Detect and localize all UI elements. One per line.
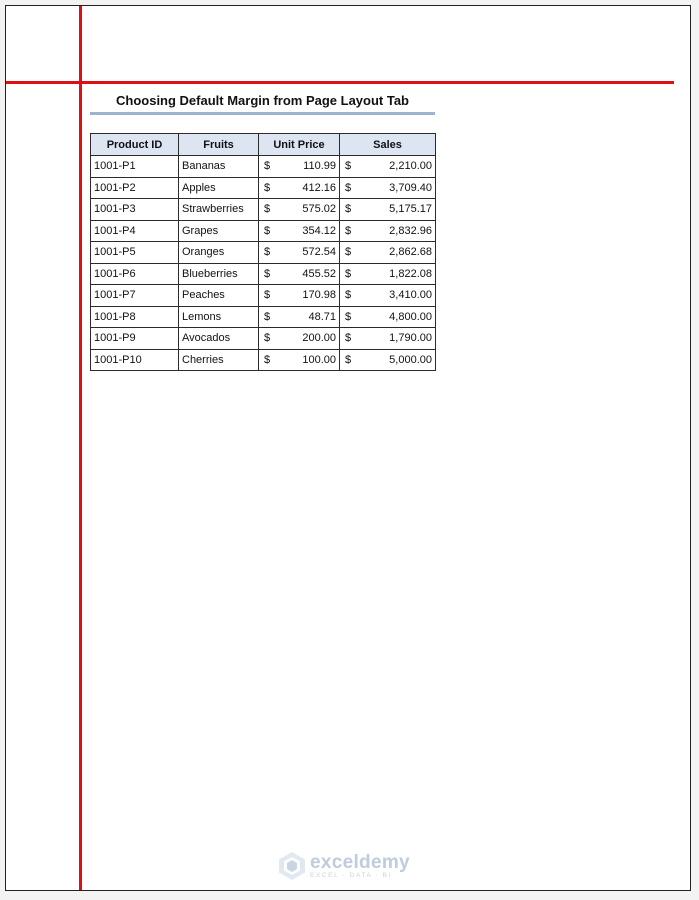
currency-symbol: $ [264,246,271,259]
table-row [91,349,436,371]
currency-symbol: $ [264,160,271,173]
cell-sales[interactable] [340,220,436,242]
header-unit-price: Unit Price [259,134,340,156]
unit-price-value: 48.71 [308,310,336,323]
unit-price-value: 455.52 [302,267,336,280]
unit-price-value: 412.16 [302,181,336,194]
cell-sales[interactable] [340,199,436,221]
product-sales-table [90,133,436,371]
cell-product-id[interactable]: 1001-P7 [91,285,179,307]
currency-symbol: $ [264,224,271,237]
print-preview-page [5,5,691,891]
currency-symbol: $ [264,332,271,345]
cell-product-id[interactable]: 1001-P5 [91,242,179,264]
table-row [91,285,436,307]
unit-price-value: 575.02 [302,203,336,216]
sales-value: 5,175.17 [389,203,432,216]
watermark-name: exceldemy [310,851,410,873]
table-row [91,263,436,285]
watermark-tagline: EXCEL · DATA · BI [310,871,392,879]
cell-unit-price[interactable] [259,242,340,264]
sales-value: 4,800.00 [389,310,432,323]
header-sales: Sales [340,134,436,156]
unit-price-value: 354.12 [302,224,336,237]
currency-symbol: $ [264,203,271,216]
cell-sales[interactable] [340,285,436,307]
top-margin-guide[interactable] [6,81,674,84]
currency-symbol: $ [345,310,352,323]
header-product-id: Product ID [91,134,179,156]
table-row [91,242,436,264]
cell-fruit[interactable]: Peaches [179,285,259,307]
left-margin-guide[interactable] [79,6,82,890]
cell-sales[interactable] [340,156,436,178]
currency-symbol: $ [264,181,271,194]
sales-value: 2,862.68 [389,246,432,259]
cell-product-id[interactable]: 1001-P8 [91,306,179,328]
exceldemy-watermark [278,851,410,881]
currency-symbol: $ [264,289,271,302]
unit-price-value: 170.98 [302,289,336,302]
cell-sales[interactable] [340,349,436,371]
table-row [91,328,436,350]
unit-price-value: 572.54 [302,246,336,259]
cell-fruit[interactable]: Apples [179,177,259,199]
cell-unit-price[interactable] [259,177,340,199]
currency-symbol: $ [345,353,352,366]
currency-symbol: $ [345,332,352,345]
sales-value: 1,790.00 [389,332,432,345]
currency-symbol: $ [345,160,352,173]
table-row [91,220,436,242]
currency-symbol: $ [345,289,352,302]
currency-symbol: $ [264,310,271,323]
sales-value: 3,709.40 [389,181,432,194]
cell-sales[interactable] [340,242,436,264]
cell-fruit[interactable]: Avocados [179,328,259,350]
cell-product-id[interactable]: 1001-P2 [91,177,179,199]
unit-price-value: 200.00 [302,332,336,345]
cell-unit-price[interactable] [259,349,340,371]
sales-value: 1,822.08 [389,267,432,280]
currency-symbol: $ [264,267,271,280]
cell-unit-price[interactable] [259,156,340,178]
sales-value: 2,210.00 [389,160,432,173]
cell-product-id[interactable]: 1001-P9 [91,328,179,350]
cell-fruit[interactable]: Blueberries [179,263,259,285]
table-row [91,306,436,328]
unit-price-value: 110.99 [303,160,336,173]
currency-symbol: $ [345,246,352,259]
currency-symbol: $ [345,267,352,280]
cell-product-id[interactable]: 1001-P10 [91,349,179,371]
exceldemy-logo-icon [278,851,306,881]
cell-fruit[interactable]: Lemons [179,306,259,328]
cell-unit-price[interactable] [259,328,340,350]
sales-value: 2,832.96 [389,224,432,237]
sales-value: 5,000.00 [389,353,432,366]
cell-unit-price[interactable] [259,220,340,242]
table-header-row [91,134,436,156]
currency-symbol: $ [264,353,271,366]
header-fruits: Fruits [179,134,259,156]
currency-symbol: $ [345,181,352,194]
table-row [91,199,436,221]
cell-sales[interactable] [340,328,436,350]
unit-price-value: 100.00 [302,353,336,366]
table-row [91,156,436,178]
currency-symbol: $ [345,203,352,216]
cell-sales[interactable] [340,263,436,285]
cell-unit-price[interactable] [259,263,340,285]
cell-unit-price[interactable] [259,199,340,221]
cell-unit-price[interactable] [259,306,340,328]
cell-product-id[interactable]: 1001-P3 [91,199,179,221]
page-title: Choosing Default Margin from Page Layout Tab [90,92,435,115]
currency-symbol: $ [345,224,352,237]
cell-product-id[interactable]: 1001-P1 [91,156,179,178]
sales-value: 3,410.00 [389,289,432,302]
cell-sales[interactable] [340,306,436,328]
cell-sales[interactable] [340,177,436,199]
cell-fruit[interactable]: Cherries [179,349,259,371]
table-row [91,177,436,199]
cell-product-id[interactable]: 1001-P4 [91,220,179,242]
cell-fruit[interactable]: Grapes [179,220,259,242]
cell-fruit[interactable]: Strawberries [179,199,259,221]
cell-fruit[interactable]: Bananas [179,156,259,178]
cell-unit-price[interactable] [259,285,340,307]
cell-product-id[interactable]: 1001-P6 [91,263,179,285]
cell-fruit[interactable]: Oranges [179,242,259,264]
